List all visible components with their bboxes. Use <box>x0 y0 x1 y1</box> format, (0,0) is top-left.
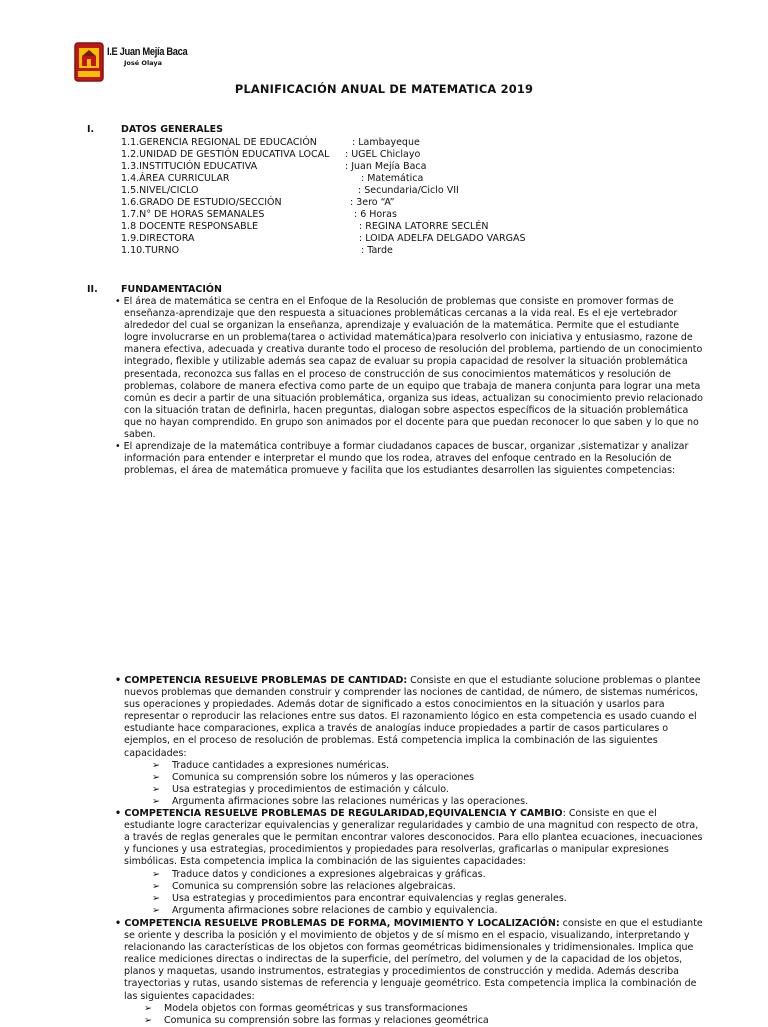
section-2-title: FUNDAMENTACIÓN <box>121 284 222 295</box>
data-row-value: : Secundaria/Ciclo VII <box>358 185 459 196</box>
capacidad-item <box>144 1003 468 1015</box>
capacidad-item <box>152 796 528 808</box>
section-1-number: I. <box>87 124 95 135</box>
fundamentacion-text <box>115 296 705 477</box>
capacidad-item <box>152 869 486 881</box>
arrow-bullet-icon: ➢ <box>152 881 160 892</box>
capacidad-item <box>152 760 389 772</box>
capacidad-text: Traduce cantidades a expresiones numéricas. <box>172 760 390 771</box>
school-subtitle: José Olaya <box>124 59 162 67</box>
data-row-label: 1.3.INSTITUCIÓN EDUCATIVA <box>121 161 258 172</box>
arrow-bullet-icon: ➢ <box>144 1015 152 1026</box>
school-name: I.E Juan Mejía Baca <box>107 46 188 58</box>
arrow-bullet-icon: ➢ <box>144 1003 152 1014</box>
competencia-text: : Consiste en que el estudiante logre caracterizar equivalencias y generalizar regularidades y cambio de una magnitud con respecto de otra, a través de reglas generales que le permitan encontrar valores desconocidos. Para ello plantea ecuaciones, inecuaciones y funciones y usa estrategias, procedimientos y propiedades para resolverlas, graficarlas o manipular expresiones simbólicas. Esta competencia implica la combinación de las siguientes capacidades: <box>124 808 703 868</box>
arrow-bullet-icon: ➢ <box>152 869 160 880</box>
data-row-value: : LOIDA ADELFA DELGADO VARGAS <box>359 233 526 244</box>
capacidad-item <box>152 905 498 917</box>
capacidad-item <box>152 784 449 796</box>
data-row-label: 1.4.ÁREA CURRICULAR <box>121 173 230 184</box>
data-row-label: 1.6.GRADO DE ESTUDIO/SECCIÓN <box>121 197 282 208</box>
competencia-cantidad <box>115 675 705 760</box>
paragraph: • El área de matemática se centra en el Enfoque de la Resolución de problemas que consiste en promover formas de enseñanza-aprendizaje que den respuesta a situaciones problemáticas cercanas a la vida real. Es el eje vertebrador alrededor del cual se organizan la enseñanza, aprendizaje y evaluación de la matemática. Permite que el estudiante logre involucrarse en un problema(tarea o actividad matemática)para resolverlo con iniciativa y entusiasmo, razone de manera efectiva, adecuada y creativa durante todo el proceso de resolución del problema, partiendo de un conocimiento integrado, flexible y utilizable además sea capaz de evaluar su propia capacidad de resolver la situación problemática presentada, reconozca sus fallas en el proceso de construcción de sus conocimientos matemáticos y resolución de problemas, colabore de manera efectiva como parte de un equipo que trabaja de manera conjunta para lograr una meta común es decir a partir de una situación problemática, organiza sus ideas, actualizan su conocimiento previo relacionado con la situación tratan de definirla, hacen preguntas, dialogan sobre aspectos específicos de la situación problemática que no hayan comprendido. En grupo son animados por el docente para que puedan reconocer lo que saben y lo que no saben. <box>115 296 703 441</box>
capacidad-text: Argumenta afirmaciones sobre relaciones de cambio y equivalencia. <box>172 905 498 916</box>
capacidad-text: Comunica su comprensión sobre los números y las operaciones <box>172 772 475 783</box>
data-row-label: 1.1.GERENCIA REGIONAL DE EDUCACIÓN <box>121 137 317 148</box>
data-row-label: 1.7.N° DE HORAS SEMANALES <box>121 209 265 220</box>
capacidad-text: Modela objetos con formas geométricas y sus transformaciones <box>164 1003 468 1014</box>
capacidad-text: Usa estrategias y procedimientos de estimación y cálculo. <box>172 784 449 795</box>
data-row-value: : REGINA LATORRE SECLÉN <box>359 221 489 232</box>
competencia-text: Consiste en que el estudiante solucione problemas o plantee nuevos problemas que demanden construir y comprender las nociones de cantidad, de número, de sistemas numéricos, sus operaciones y propiedades. Además dotar de significado a estos conocimientos en la situación y usarlos para representar o reproducir las relaciones entre sus datos. El razonamiento lógico en esta competencia es usado cuando el estudiante hace comparaciones, explica a través de analogías induce propiedades a partir de casos particulares o ejemplos, en el proceso de resolución de problemas. Está competencia implica la combinación de las siguientes capacidades: <box>124 675 701 759</box>
capacidad-text: Usa estrategias y procedimientos para encontrar equivalencias y reglas generales. <box>172 893 567 904</box>
data-row-label: 1.2.UNIDAD DE GESTIÓN EDUCATIVA LOCAL <box>121 149 330 160</box>
data-row-label: 1.8 DOCENTE RESPONSABLE <box>121 221 258 232</box>
arrow-bullet-icon: ➢ <box>152 772 160 783</box>
competencia-heading: • COMPETENCIA RESUELVE PROBLEMAS DE REGULARIDAD,EQUIVALENCIA Y CAMBIO <box>115 808 563 819</box>
arrow-bullet-icon: ➢ <box>152 893 160 904</box>
arrow-bullet-icon: ➢ <box>152 760 160 771</box>
data-row-value: : 6 Horas <box>354 209 397 220</box>
capacidad-text: Comunica su comprensión sobre las formas y relaciones geométrica <box>164 1015 489 1026</box>
school-logo <box>74 42 234 86</box>
competencia-regularidad <box>115 808 705 868</box>
capacidad-text: Traduce datos y condiciones a expresiones algebraicas y gráficas. <box>172 869 486 880</box>
paragraph: • El aprendizaje de la matemática contribuye a formar ciudadanos capaces de buscar, organizar ,sistematizar y analizar información para entender e interpretar el mundo que los rodea, atraves del enfoque centrado en la Resolución de problemas, el área de matemática promueve y facilita que los estudiantes desarrollen las siguientes competencias: <box>115 441 689 477</box>
competencia-forma <box>115 918 705 1003</box>
capacidad-text: Argumenta afirmaciones sobre las relaciones numéricas y las operaciones. <box>172 796 529 807</box>
arrow-bullet-icon: ➢ <box>152 905 160 916</box>
data-row-value: : Lambayeque <box>352 137 420 148</box>
arrow-bullet-icon: ➢ <box>152 796 160 807</box>
capacidad-text: Comunica su comprensión sobre las relaciones algebraicas. <box>172 881 456 892</box>
data-row-label: 1.10.TURNO <box>121 245 180 256</box>
arrow-bullet-icon: ➢ <box>152 784 160 795</box>
data-row-label: 1.5.NIVEL/CICLO <box>121 185 199 196</box>
data-row-value: : Matemática <box>361 173 424 184</box>
data-row-value: : UGEL Chiclayo <box>345 149 421 160</box>
capacidad-item <box>152 893 567 905</box>
competencia-text: consiste en que el estudiante se oriente y describa la posición y el movimiento de objetos y de sí mismo en el espacio, visualizando, interpretando y relacionando las características de los objetos con formas geométricas bidimensionales y tridimensionales. Implica que realice mediciones directas o indirectas de la superficie, del perímetro, del volumen y de la capacidad de los objetos, planos y maquetas, usando instrumentos, estrategias y procedimientos de construcción y medida. Además describa trayectorias y rutas, usando sistemas de referencia y lenguaje geométrico. Esta competencia implica la combinación de las siguientes capacidades: <box>124 918 703 1002</box>
data-row-value: : Tarde <box>361 245 393 256</box>
data-row-value: : Juan Mejía Baca <box>345 161 427 172</box>
capacidad-item <box>152 772 474 784</box>
section-1-title: DATOS GENERALES <box>121 124 223 135</box>
section-2-number: II. <box>87 284 98 295</box>
competencia-heading: • COMPETENCIA RESUELVE PROBLEMAS DE FORMA, MOVIMIENTO Y LOCALIZACIÓN: <box>115 918 560 929</box>
capacidad-item <box>152 881 456 893</box>
school-crest-icon <box>74 42 104 82</box>
competencia-heading: • COMPETENCIA RESUELVE PROBLEMAS DE CANTIDAD: <box>115 675 408 686</box>
document-title: PLANIFICACIÓN ANUAL DE MATEMATICA 2019 <box>234 82 534 96</box>
capacidad-item <box>144 1015 489 1027</box>
data-row-value: : 3ero “A” <box>350 197 395 208</box>
data-row-label: 1.9.DIRECTORA <box>121 233 195 244</box>
